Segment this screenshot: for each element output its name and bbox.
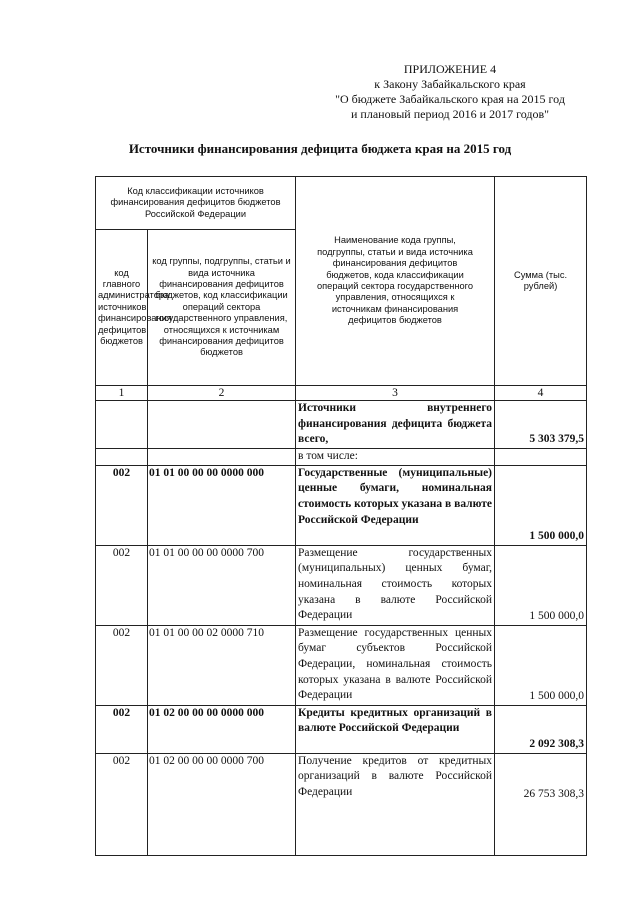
appendix-header	[300, 62, 600, 122]
sum-cell: 2 092 308,3	[495, 705, 587, 753]
description-cell: Источники внутреннего финансирования дефицита бюджета всего,	[296, 401, 495, 449]
description-cell: Размещение государственных (муниципальных) ценных бумаг, номинальная стоимость которых указана в валюте Российской Федерации	[296, 545, 495, 625]
header-name: Наименование кода группы, подгруппы, статьи и вида источника финансирования дефицитов бюджетов, кода классификации операций сектора государственного управления, относящихся к источникам финансирования дефицитов бюджетов	[296, 177, 495, 386]
column-numbers-row	[96, 386, 587, 401]
admin-code-cell: 002	[96, 465, 148, 545]
table-row	[96, 401, 587, 449]
sum-cell: 1 500 000,0	[495, 625, 587, 705]
table-row	[96, 448, 587, 465]
column-number: 3	[296, 386, 495, 401]
budget-code-cell: 01 02 00 00 00 0000 700	[148, 753, 296, 855]
column-number: 2	[148, 386, 296, 401]
sum-cell: 1 500 000,0	[495, 465, 587, 545]
header-classification: Код классификации источников финансирования дефицитов бюджетов Российской Федерации	[96, 177, 296, 230]
financing-sources-table	[95, 176, 587, 856]
appendix-law-title: "О бюджете Забайкальского края на 2015 год	[335, 92, 565, 106]
budget-code-cell: 01 01 00 00 00 0000 700	[148, 545, 296, 625]
description-cell: Государственные (муниципальные) ценные бумаги, номинальная стоимость которых указана в валюте Российской Федерации	[296, 465, 495, 545]
column-number: 4	[495, 386, 587, 401]
budget-code-cell: 01 01 00 00 02 0000 710	[148, 625, 296, 705]
budget-code-cell: 01 02 00 00 00 0000 000	[148, 705, 296, 753]
header-admin-code: код главного администратора источников финансирования дефицитов бюджетов	[96, 230, 148, 386]
description-cell: Получение кредитов от кредитных организаций в валюте Российской Федерации	[296, 753, 495, 855]
header-group-code: код группы, подгруппы, статьи и вида источника финансирования дефицитов бюджетов, код классификации операций сектора государственного управления, относящихся к источникам финансирования дефицитов бюджетов	[148, 230, 296, 386]
table-row	[96, 625, 587, 705]
document-title: Источники финансирования дефицита бюджета края на 2015 год	[128, 141, 512, 156]
sum-cell: 26 753 308,3	[495, 753, 587, 855]
table-row	[96, 545, 587, 625]
column-number: 1	[96, 386, 148, 401]
budget-code-cell	[148, 448, 296, 465]
header-sum: Сумма (тыс. рублей)	[495, 177, 587, 386]
table-row	[96, 705, 587, 753]
sum-cell: 1 500 000,0	[495, 545, 587, 625]
sum-cell: 5 303 379,5	[495, 401, 587, 449]
table-row	[96, 753, 587, 855]
sum-cell	[495, 448, 587, 465]
admin-code-cell	[96, 401, 148, 449]
admin-code-cell: 002	[96, 545, 148, 625]
admin-code-cell: 002	[96, 625, 148, 705]
appendix-number: ПРИЛОЖЕНИЕ 4	[403, 62, 497, 76]
budget-code-cell	[148, 401, 296, 449]
description-cell: Кредиты кредитных организаций в валюте Российской Федерации	[296, 705, 495, 753]
description-cell: в том числе:	[296, 448, 495, 465]
appendix-law: к Закону Забайкальского края	[374, 77, 526, 91]
admin-code-cell: 002	[96, 705, 148, 753]
description-cell: Размещение государственных ценных бумаг субъектов Российской Федерации, номинальная стоимость которых указана в валюте Российской Федерации	[296, 625, 495, 705]
admin-code-cell: 002	[96, 753, 148, 855]
table-row	[96, 465, 587, 545]
budget-code-cell: 01 01 00 00 00 0000 000	[148, 465, 296, 545]
appendix-law-period: и плановый период 2016 и 2017 годов"	[350, 107, 550, 121]
admin-code-cell	[96, 448, 148, 465]
